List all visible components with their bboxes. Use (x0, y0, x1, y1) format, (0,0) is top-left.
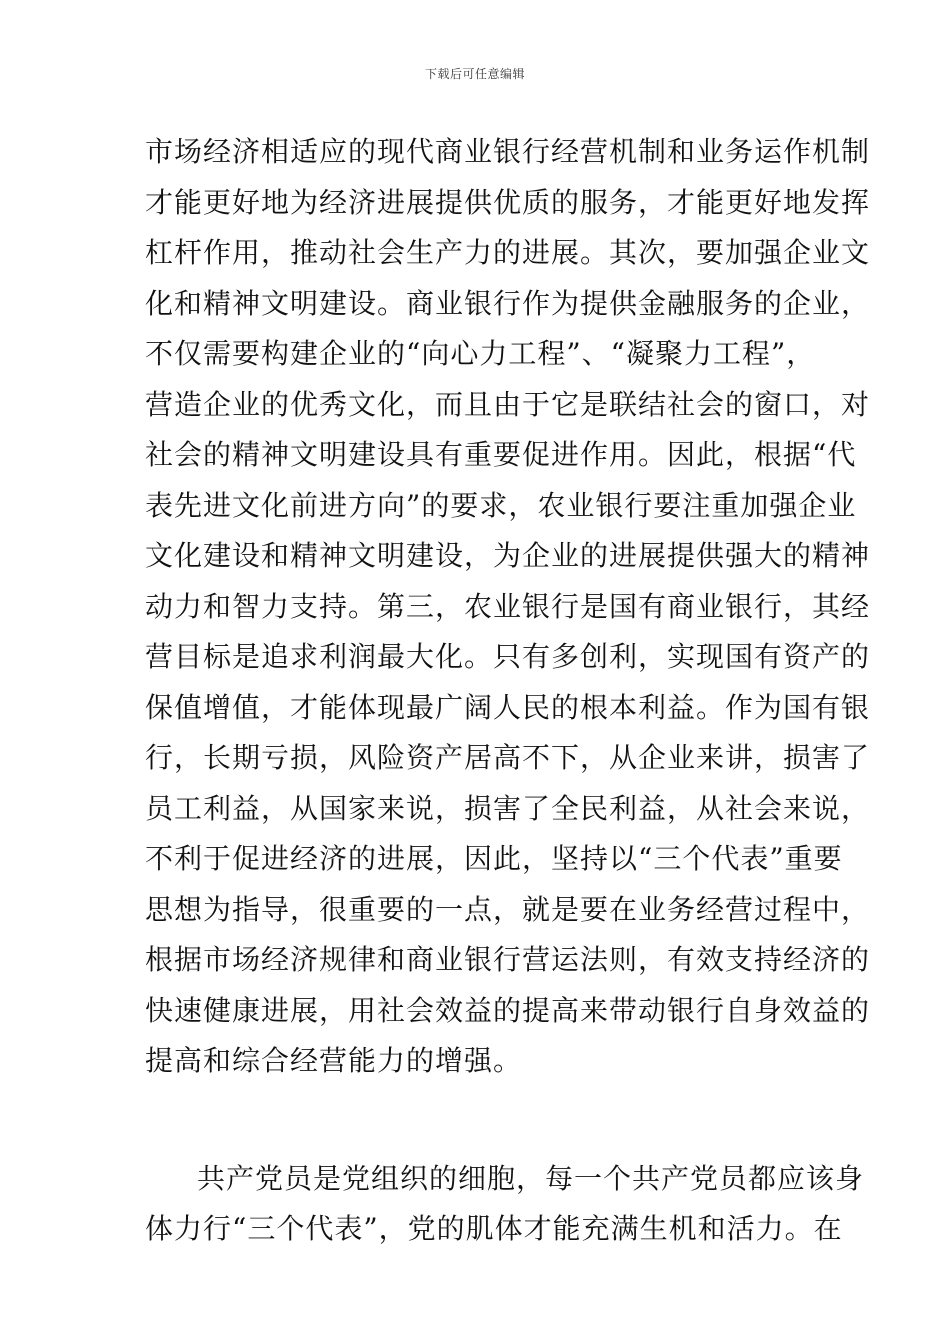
text-line: 不利于促进经济的进展，因此，坚持以“三个代表”重要 (145, 842, 843, 875)
paragraph-2 (145, 1154, 865, 1255)
text-line: 社会的精神文明建设具有重要促进作用。因此，根据“代 (145, 438, 857, 471)
text-line: 营目标是追求利润最大化。只有多创利，实现国有资产的 (145, 640, 871, 673)
text-line: 市场经济相适应的现代商业银行经营机制和业务运作机制 (145, 135, 871, 168)
text-line: 营造企业的优秀文化，而且由于它是联结社会的窗口，对 (145, 387, 871, 421)
paragraph-1 (145, 127, 871, 1087)
text-line: 员工利益，从国家来说，损害了全民利益，从社会来说， (145, 791, 871, 825)
text-line: 不仅需要构建企业的“向心力工程”、“凝聚力工程”， (145, 337, 816, 370)
text-line: 共产党员是党组织的细胞，每一个共产党员都应该身 (197, 1161, 865, 1195)
text-line: 杠杆作用，推动社会生产力的进展。其次，要加强企业文 (145, 236, 871, 269)
body-text (145, 127, 871, 1255)
paragraph-gap (145, 1087, 805, 1154)
header-note: 下载后可任意编辑 (424, 67, 525, 81)
text-line: 文化建设和精神文明建设，为企业的进展提供强大的精神 (145, 539, 871, 572)
text-line: 提高和综合经营能力的增强。 (145, 1044, 523, 1077)
text-line: 行，长期亏损，风险资产居高不下，从企业来讲，损害了 (145, 741, 871, 774)
text-line: 快速健康进展，用社会效益的提高来带动银行自身效益的 (145, 993, 871, 1027)
text-line: 保值增值，才能体现最广阔人民的根本利益。作为国有银 (145, 690, 871, 724)
text-line: 才能更好地为经济进展提供优质的服务，才能更好地发挥 (145, 185, 871, 219)
text-line: 化和精神文明建设。商业银行作为提供金融服务的企业， (145, 286, 871, 320)
text-line: 根据市场经济规律和商业银行营运法则，有效支持经济的 (145, 943, 871, 976)
text-line: 动力和智力支持。第三，农业银行是国有商业银行，其经 (145, 589, 871, 623)
text-line: 思想为指导，很重要的一点，就是要在业务经营过程中， (145, 892, 871, 926)
text-line: 体力行“三个代表”，党的肌体才能充满生机和活力。在 (145, 1212, 843, 1245)
text-line: 表先进文化前进方向”的要求，农业银行要注重加强企业 (145, 488, 857, 522)
